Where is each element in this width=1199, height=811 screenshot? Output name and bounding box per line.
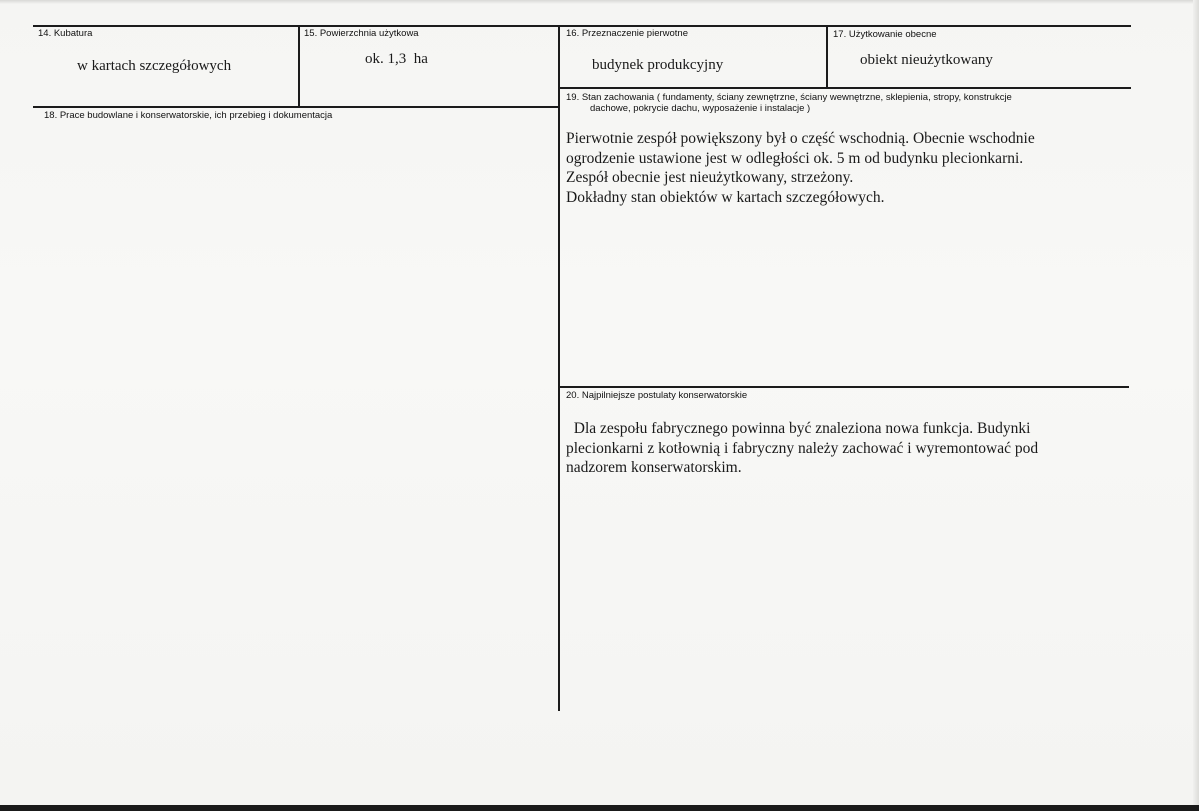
stan-label-line2: dachowe, pokrycie dachu, wyposażenie i instalacje ): [590, 103, 811, 114]
stan-text: [566, 129, 1035, 207]
kubatura-label: 14. Kubatura: [38, 28, 93, 39]
powierzchnia-label: 15. Powierzchnia użytkowa: [304, 28, 419, 39]
page-bottom-edge: [0, 805, 1199, 811]
row1-divider-3: [826, 25, 828, 88]
section20-top-rule: [559, 386, 1129, 388]
postulaty-line: Dla zespołu fabrycznego powinna być znaleziona nowa funkcja. Budynki: [566, 420, 1031, 437]
uzytkowanie-value: obiekt nieużytkowany: [860, 52, 993, 68]
stan-line: ogrodzenie ustawione jest w odległości ok. 5 m od budynku plecionkarni.: [566, 149, 1024, 167]
przeznaczenie-value: budynek produkcyjny: [592, 57, 724, 73]
row1-bottom-rule-left: [33, 106, 559, 108]
powierzchnia-value: ok. 1,3 ha: [365, 51, 428, 67]
stan-line: Zespół obecnie jest nieużytkowany, strzeżony.: [566, 169, 854, 186]
row1-divider-1: [298, 25, 300, 108]
stan-line: Pierwotnie zespół powiększony był o część wschodnią. Obecnie wschodnie: [566, 130, 1035, 147]
kubatura-value: w kartach szczegółowych: [77, 58, 232, 74]
prace-label: 18. Prace budowlane i konserwatorskie, ich przebieg i dokumentacja: [44, 110, 333, 121]
postulaty-line: nadzorem konserwatorskim.: [566, 459, 742, 476]
postulaty-line: plecionkarni z kotłownią i fabryczny należy zachować i wyremontować pod: [566, 439, 1039, 457]
postulaty-label: 20. Najpilniejsze postulaty konserwatorskie: [566, 390, 748, 401]
uzytkowanie-label: 17. Użytkowanie obecne: [833, 29, 937, 40]
row1-divider-2: [558, 25, 560, 711]
row1-bottom-rule-right: [559, 87, 1131, 89]
stan-line: Dokładny stan obiektów w kartach szczegółowych.: [566, 188, 885, 206]
row1-top-rule: [33, 25, 1131, 27]
page-right-edge: [1193, 0, 1199, 811]
przeznaczenie-label: 16. Przeznaczenie pierwotne: [566, 28, 688, 39]
stan-label-line1: 19. Stan zachowania ( fundamenty, ściany zewnętrzne, ściany wewnętrzne, sklepienia, stropy, konstrukcje: [566, 92, 1012, 103]
postulaty-text: [566, 419, 1038, 478]
page-top-edge: [0, 0, 1199, 4]
